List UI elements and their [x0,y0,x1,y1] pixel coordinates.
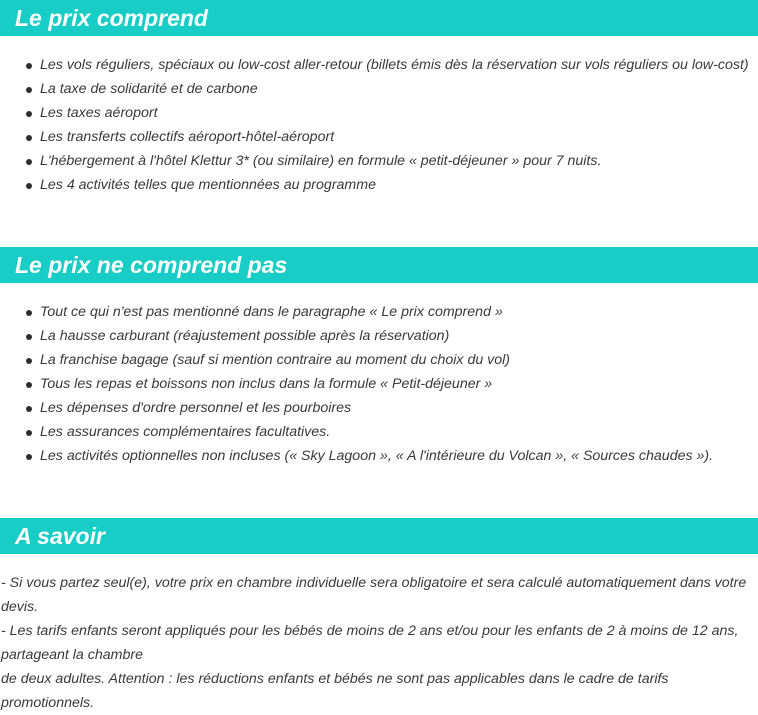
section-header-excluded: Le prix ne comprend pas [0,247,758,283]
list-item: Les activités optionnelles non incluses (« Sky Lagoon », « A l'intérieure du Volcan », « Sources chaudes »). [0,444,713,468]
info-paragraph: de deux adultes. Attention : les réductions enfants et bébés ne sont pas applicables dans le cadre de tarifs promotionnels. [1,671,669,711]
list-item: Les transferts collectifs aéroport-hôtel-aéroport [0,125,749,149]
list-item: L'hébergement à l'hôtel Klettur 3* (ou similaire) en formule « petit-déjeuner » pour 7 nuits. [0,149,749,173]
list-item: Les vols réguliers, spéciaux ou low-cost aller-retour (billets émis dès la réservation sur vols réguliers ou low-cost) [0,53,749,77]
list-item: Tous les repas et boissons non inclus dans la formule « Petit-déjeuner » [0,372,713,396]
list-item: Les taxes aéroport [0,101,749,125]
included-list [0,53,749,197]
list-item: Tout ce qui n'est pas mentionné dans le paragraphe « Le prix comprend » [0,300,713,324]
list-item: Les assurances complémentaires facultatives. [0,420,713,444]
section-header-included: Le prix comprend [0,0,758,36]
info-text [0,571,758,715]
list-item: La taxe de solidarité et de carbone [0,77,749,101]
section-header-info: A savoir [0,518,758,554]
list-item: La franchise bagage (sauf si mention contraire au moment du choix du vol) [0,348,713,372]
list-item: Les dépenses d'ordre personnel et les pourboires [0,396,713,420]
info-paragraph: - Les tarifs enfants seront appliqués pour les bébés de moins de 2 ans et/ou pour les enfants de 2 à moins de 12 ans, partageant la chambre [1,623,739,663]
list-item: La hausse carburant (réajustement possible après la réservation) [0,324,713,348]
info-paragraph: - Si vous partez seul(e), votre prix en chambre individuelle sera obligatoire et sera calculé automatiquement dans votre devis. [1,575,747,615]
list-item: Les 4 activités telles que mentionnées au programme [0,173,749,197]
excluded-list [0,300,713,468]
